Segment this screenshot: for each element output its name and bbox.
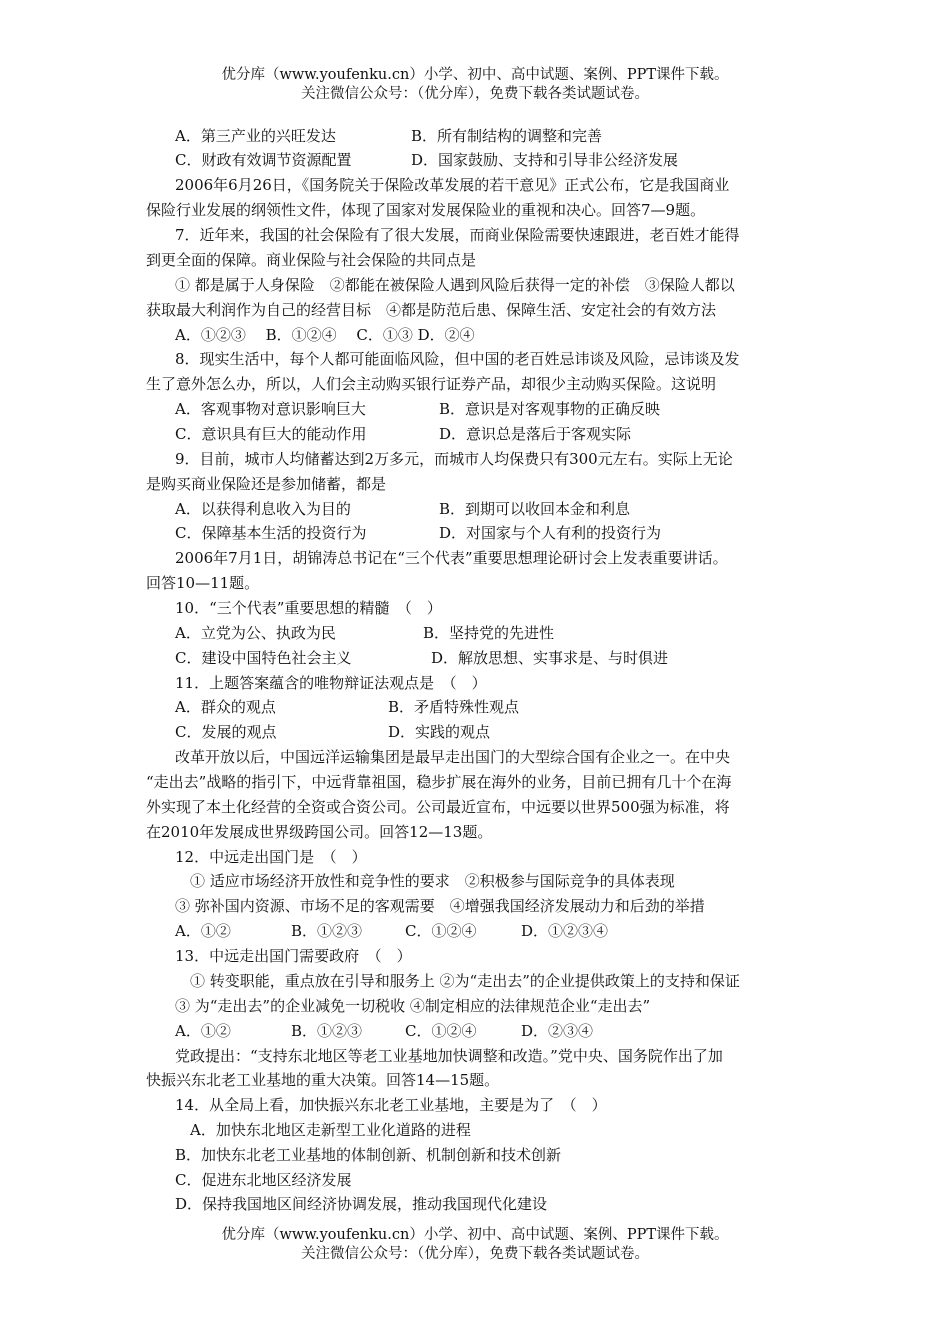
line-text: ③ 弥补国内资源、市场不足的客观需要 ④增强我国经济发展动力和后劲的举措 xyxy=(175,897,705,915)
option-text: D．②③④ xyxy=(521,1022,594,1040)
option-text: B．①②③ xyxy=(291,922,363,940)
line-text: 11．上题答案蕴含的唯物辩证法观点是 （ ） xyxy=(175,674,487,692)
option-text: A．立党为公、执政为民 xyxy=(175,624,336,642)
line-text: 2006年7月1日，胡锦涛总书记在“三个代表”重要思想理论研讨会上发表重要讲话。 xyxy=(175,549,728,567)
line-text: 8．现实生活中，每个人都可能面临风险，但中国的老百姓忌讳谈及风险，忌讳谈及发 xyxy=(175,350,740,368)
header-line-2: 关注微信公众号：（优分库），免费下载各类试题试卷。 xyxy=(301,86,649,102)
option-text: A．以获得利息收入为目的 xyxy=(175,500,351,518)
line-text: B．加快东北老工业基地的体制创新、机制创新和技术创新 xyxy=(175,1146,562,1164)
footer-line-1: 优分库（www.youfenku.cn）小学、初中、高中试题、案例、PPT课件下载。 xyxy=(221,1227,729,1243)
option-text: C．财政有效调节资源配置 xyxy=(175,151,352,169)
line-text: 外实现了本土化经营的全资或合资公司。公司最近宣布，中远要以世界500强为标准，将 xyxy=(146,798,730,816)
line-text: 回答10—11题。 xyxy=(146,574,260,592)
option-text: D．①②③④ xyxy=(521,922,609,940)
line-text: 快振兴东北老工业基地的重大决策。回答14—15题。 xyxy=(146,1071,500,1089)
option-text: A．客观事物对意识影响巨大 xyxy=(175,400,366,418)
option-text: C．①②④ xyxy=(405,1022,477,1040)
option-text: C．保障基本生活的投资行为 xyxy=(175,524,367,542)
line-text: 是购买商业保险还是参加储蓄，都是 xyxy=(146,475,387,493)
line-text: 12．中远走出国门是 （ ） xyxy=(175,848,367,866)
line-text: D．保持我国地区间经济协调发展，推动我国现代化建设 xyxy=(175,1195,548,1213)
line-text: ③ 为“走出去”的企业减免一切税收 ④制定相应的法律规范企业“走出去” xyxy=(175,997,651,1015)
option-text: C．意识具有巨大的能动作用 xyxy=(175,425,367,443)
line-text: C．促进东北地区经济发展 xyxy=(175,1171,352,1189)
option-text: C．发展的观点 xyxy=(175,723,277,741)
line-text: ① 适应市场经济开放性和竞争性的要求 ②积极参与国际竞争的具体表现 xyxy=(190,872,675,890)
line-text: 保险行业发展的纲领性文件，体现了国家对发展保险业的重视和决心。回答7—9题。 xyxy=(146,201,706,219)
option-text: A．①② xyxy=(175,922,231,940)
option-text: A．①② xyxy=(175,1022,231,1040)
option-text: B．矛盾特殊性观点 xyxy=(388,698,520,716)
option-text: C．①②④ xyxy=(405,922,477,940)
page-footer xyxy=(0,1226,950,1264)
line-text: 10．“三个代表”重要思想的精髓 （ ） xyxy=(175,599,442,617)
line-text: A．①②③ B．①②④ C．①③ D．②④ xyxy=(175,326,475,344)
line-text: 在2010年发展成世界级跨国公司。回答12—13题。 xyxy=(146,823,493,841)
line-text: “走出去”战略的指引下，中远背靠祖国，稳步扩展在海外的业务，目前已拥有几十个在海 xyxy=(146,773,732,791)
option-text: D．意识总是落后于客观实际 xyxy=(439,425,632,443)
line-text: 13．中远走出国门需要政府 （ ） xyxy=(175,947,412,965)
line-text: ① 都是属于人身保险 ②都能在被保险人遇到风险后获得一定的补偿 ③保险人都以 xyxy=(175,276,735,294)
page-header xyxy=(0,66,950,104)
option-text: A．群众的观点 xyxy=(175,698,276,716)
option-text: D．对国家与个人有利的投资行为 xyxy=(439,524,662,542)
line-text: ① 转变职能，重点放在引导和服务上 ②为“走出去”的企业提供政策上的支持和保证 xyxy=(190,972,740,990)
option-text: C．建设中国特色社会主义 xyxy=(175,649,352,667)
line-text: 到更全面的保障。商业保险与社会保险的共同点是 xyxy=(146,251,477,269)
option-text: D．实践的观点 xyxy=(388,723,491,741)
footer-line-2: 关注微信公众号：（优分库），免费下载各类试题试卷。 xyxy=(301,1246,649,1262)
header-line-1: 优分库（www.youfenku.cn）小学、初中、高中试题、案例、PPT课件下载。 xyxy=(221,67,729,83)
option-text: A．第三产业的兴旺发达 xyxy=(175,127,336,145)
line-text: A．加快东北地区走新型工业化道路的进程 xyxy=(190,1121,471,1139)
option-text: B．到期可以收回本金和利息 xyxy=(439,500,631,518)
option-text: B．①②③ xyxy=(291,1022,363,1040)
line-text: 党政提出：“支持东北地区等老工业基地加快调整和改造。”党中央、国务院作出了加 xyxy=(175,1047,723,1065)
line-text: 7．近年来，我国的社会保险有了很大发展，而商业保险需要快速跟进，老百姓才能得 xyxy=(175,226,740,244)
line-text: 9．目前，城市人均储蓄达到2万多元，而城市人均保费只有300元左右。实际上无论 xyxy=(175,450,733,468)
option-text: B．意识是对客观事物的正确反映 xyxy=(439,400,661,418)
line-text: 2006年6月26日，《国务院关于保险改革发展的若干意见》正式公布，它是我国商业 xyxy=(175,176,730,194)
option-text: B．坚持党的先进性 xyxy=(423,624,555,642)
option-text: B．所有制结构的调整和完善 xyxy=(411,127,603,145)
line-text: 生了意外怎么办，所以，人们会主动购买银行证券产品，却很少主动购买保险。这说明 xyxy=(146,375,717,393)
line-text: 获取最大利润作为自己的经营目标 ④都是防范后患、保障生活、安定社会的有效方法 xyxy=(146,301,717,319)
line-text: 14．从全局上看，加快振兴东北老工业基地，主要是为了 （ ） xyxy=(175,1096,607,1114)
line-text: 改革开放以后，中国远洋运输集团是最早走出国门的大型综合国有企业之一。在中央 xyxy=(175,748,731,766)
option-text: D．解放思想、实事求是、与时俱进 xyxy=(431,649,669,667)
option-text: D．国家鼓励、支持和引导非公经济发展 xyxy=(411,151,679,169)
